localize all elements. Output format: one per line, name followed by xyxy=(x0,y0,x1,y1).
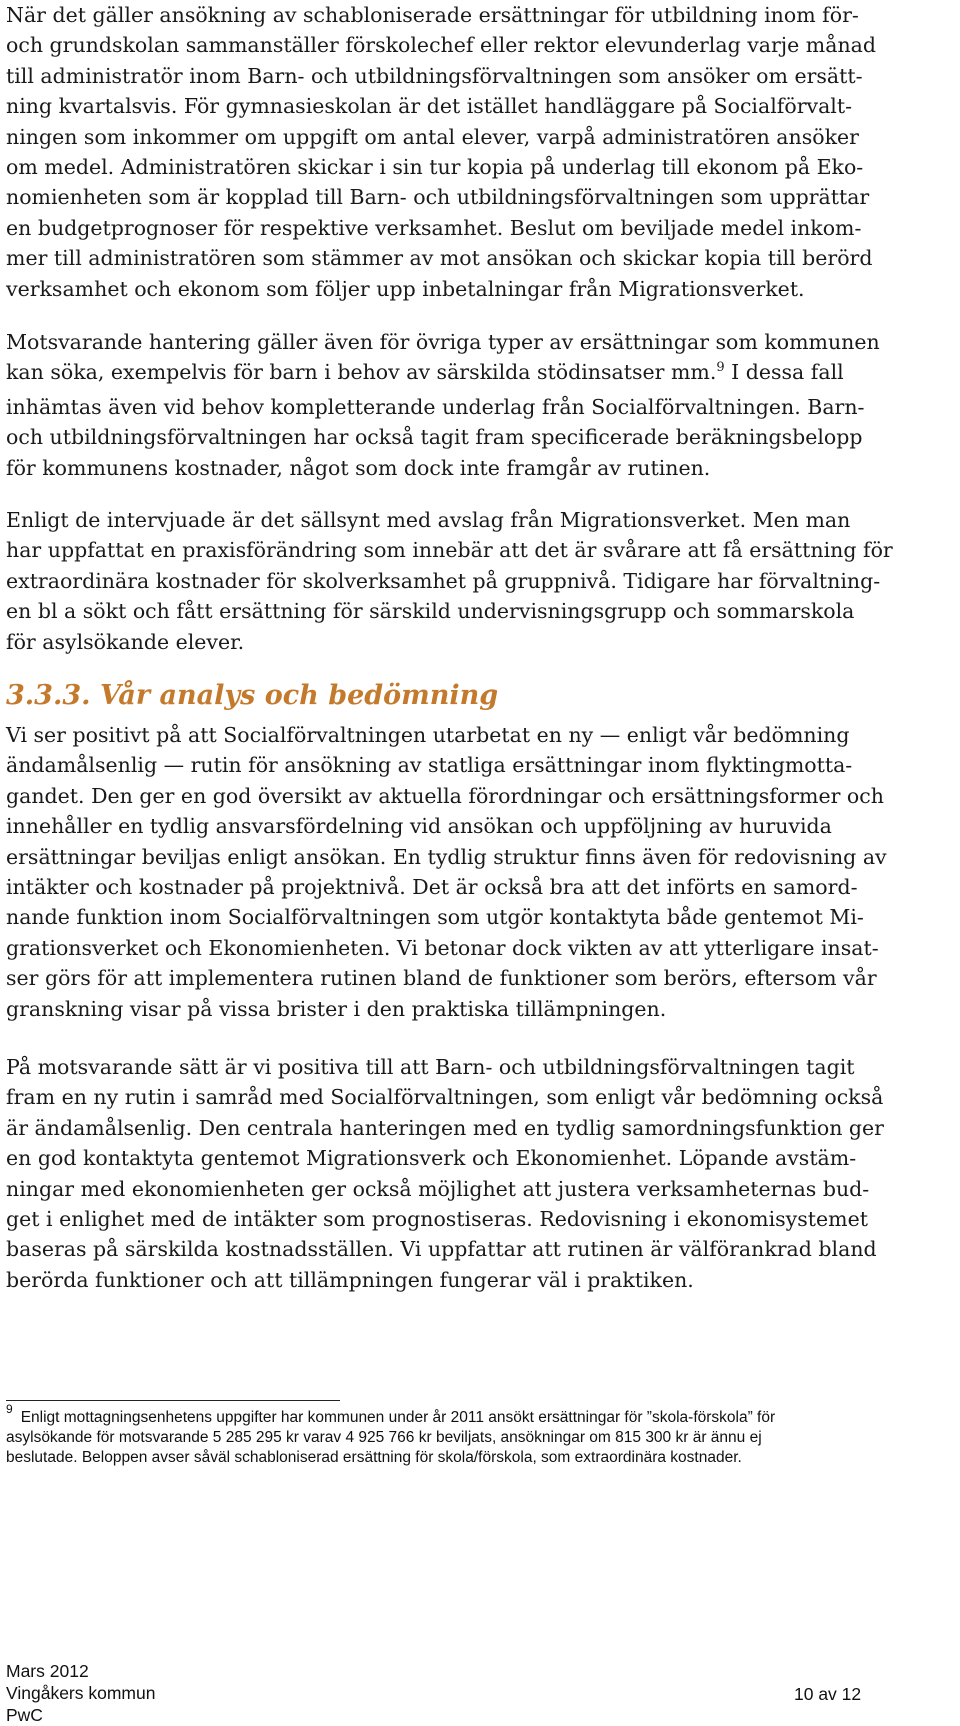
paragraph-2-line-2 xyxy=(6,357,880,391)
paragraph-2-rest-line-3: för kommunens kostnader, något som dock inte framgår av rutinen. xyxy=(6,455,711,480)
paragraph-1-line-7: nomienheten som är kopplad till Barn- och utbildningsförvaltningen som upprättar xyxy=(6,185,870,210)
paragraph-4-line-5: ersättningar beviljas enligt ansökan. En tydlig struktur finns även för redovisning av xyxy=(6,844,887,869)
paragraph-3-line-1: Enligt de intervjuade är det sällsynt med avslag från Migrationsverket. Men man xyxy=(6,508,851,532)
footer-organization: Vingåkers kommun xyxy=(6,1683,156,1703)
paragraph-1-line-5: ningen som inkommer om uppgift om antal elever, varpå administratören ansöker xyxy=(6,124,859,149)
footnote-reference-9[interactable]: 9 xyxy=(716,360,725,376)
paragraph-5-line-6: get i enlighet med de intäkter som prognostiseras. Redovisning i ekonomisystemet xyxy=(6,1207,868,1232)
footnote-line-3: beslutade. Beloppen avser såväl schabloniserad ersättning för skola/förskola, som extraordinära kostnader. xyxy=(6,1449,742,1466)
paragraph-1-line-8: en budgetprognoser för respektive verksamhet. Beslut om beviljade medel inkom- xyxy=(6,215,862,240)
paragraph-2-rest-line-2: och utbildningsförvaltningen har också tagit fram specificerade beräkningsbelopp xyxy=(6,425,863,450)
paragraph-2-line-2-tail: I dessa fall xyxy=(724,360,844,385)
paragraph-4-line-8: grationsverket och Ekonomienheten. Vi betonar dock vikten av att ytterligare insat- xyxy=(6,935,879,960)
paragraph-5 xyxy=(6,1052,884,1295)
paragraph-5-line-7: baseras på särskilda kostnadsställen. Vi uppfattar att rutinen är välförankrad bland xyxy=(6,1237,877,1262)
paragraph-3 xyxy=(6,505,893,657)
footnote-line-2: asylsökande för motsvarande 5 285 295 kr varav 4 925 766 kr beviljats, ansökningar om 815 300 kr är ännu ej xyxy=(6,1429,762,1446)
paragraph-2-rest xyxy=(6,392,880,483)
paragraph-4-line-1: Vi ser positivt på att Socialförvaltningen utarbetat en ny — enligt vår bedömning xyxy=(6,723,850,747)
paragraph-3-line-2: har uppfattat en praxisförändring som innebär att det är svårare att få ersättning för xyxy=(6,538,893,563)
paragraph-2-line-2-text: kan söka, exempelvis för barn i behov av särskilda stödinsatser mm. xyxy=(6,360,717,385)
paragraph-1-line-2: och grundskolan sammanställer förskolechef eller rektor elevunderlag varje månad xyxy=(6,33,877,58)
paragraph-1-line-6: om medel. Administratören skickar i sin tur kopia på underlag till ekonom på Eko- xyxy=(6,155,864,180)
paragraph-5-line-2: fram en ny rutin i samråd med Socialförvaltningen, som enligt vår bedömning också xyxy=(6,1085,884,1110)
paragraph-5-line-4: en god kontaktyta gentemot Migrationsverk och Ekonomienhet. Löpande avstäm- xyxy=(6,1146,857,1171)
paragraph-4 xyxy=(6,720,887,1024)
paragraph-1-line-4: ning kvartalsvis. För gymnasieskolan är det istället handläggare på Socialförvalt- xyxy=(6,94,853,119)
paragraph-5-line-1: På motsvarande sätt är vi positiva till att Barn- och utbildningsförvaltningen tagit xyxy=(6,1055,855,1079)
paragraph-1-line-9: mer till administratören som stämmer av mot ansökan och skickar kopia till berörd xyxy=(6,246,873,271)
paragraph-5-line-3: är ändamålsenlig. Den centrala hanteringen med en tydlig samordningsfunktion ger xyxy=(6,1115,884,1140)
paragraph-5-line-5: ningar med ekonomienheten ger också möjlighet att justera verksamheternas bud- xyxy=(6,1176,870,1201)
paragraph-3-line-4: en bl a sökt och fått ersättning för särskild undervisningsgrupp och sommarskola xyxy=(6,599,855,624)
paragraph-2 xyxy=(6,327,880,483)
page-number: 10 av 12 xyxy=(794,1684,862,1704)
paragraph-4-line-9: ser görs för att implementera rutinen bland de funktioner som berörs, eftersom vår xyxy=(6,966,877,991)
paragraph-4-line-7: nande funktion inom Socialförvaltningen som utgör kontaktyta både gentemot Mi- xyxy=(6,905,864,930)
paragraph-1 xyxy=(6,0,876,304)
footnote xyxy=(6,1402,776,1468)
section-heading: 3.3.3. Vår analys och bedömning xyxy=(6,680,499,711)
paragraph-4-line-6: intäkter och kostnader på projektnivå. Det är också bra att det införts en samord- xyxy=(6,875,858,900)
paragraph-4-line-10: granskning visar på vissa brister i den praktiska tillämpningen. xyxy=(6,996,667,1021)
paragraph-4-line-3: gandet. Den ger en god översikt av aktuella förordningar och ersättningsformer och xyxy=(6,783,884,808)
footnote-text-1: Enligt mottagningsenhetens uppgifter har kommunen under år 2011 ansökt ersättningar för ”skola-förskola” för xyxy=(20,1409,776,1426)
paragraph-4-line-2: ändamålsenlig — rutin för ansökning av statliga ersättningar inom flyktingmotta- xyxy=(6,753,853,778)
paragraph-3-line-3: extraordinära kostnader för skolverksamhet på gruppnivå. Tidigare har förvaltning- xyxy=(6,568,881,593)
page-footer xyxy=(6,1660,155,1726)
paragraph-4-line-4: innehåller en tydlig ansvarsfördelning vid ansökan och uppföljning av huruvida xyxy=(6,814,832,839)
footnote-separator xyxy=(6,1400,340,1401)
footer-firm: PwC xyxy=(6,1705,43,1725)
paragraph-1-line-10: verksamhet och ekonom som följer upp inbetalningar från Migrationsverket. xyxy=(6,276,805,301)
footnote-line-1 xyxy=(6,1402,776,1428)
paragraph-2-line-1: Motsvarande hantering gäller även för övriga typer av ersättningar som kommunen xyxy=(6,330,880,354)
paragraph-2-rest-line-1: inhämtas även vid behov kompletterande underlag från Socialförvaltningen. Barn- xyxy=(6,394,865,419)
paragraph-1-line-1: När det gäller ansökning av schabloniserade ersättningar för utbildning inom för- xyxy=(6,3,859,27)
paragraph-1-line-3: till administratör inom Barn- och utbildningsförvaltningen som ansöker om ersätt- xyxy=(6,63,863,88)
paragraph-3-line-5: för asylsökande elever. xyxy=(6,629,245,654)
footer-date: Mars 2012 xyxy=(6,1661,89,1681)
paragraph-5-line-8: berörda funktioner och att tillämpningen fungerar väl i praktiken. xyxy=(6,1267,694,1292)
footnote-number: 9 xyxy=(6,1402,13,1416)
